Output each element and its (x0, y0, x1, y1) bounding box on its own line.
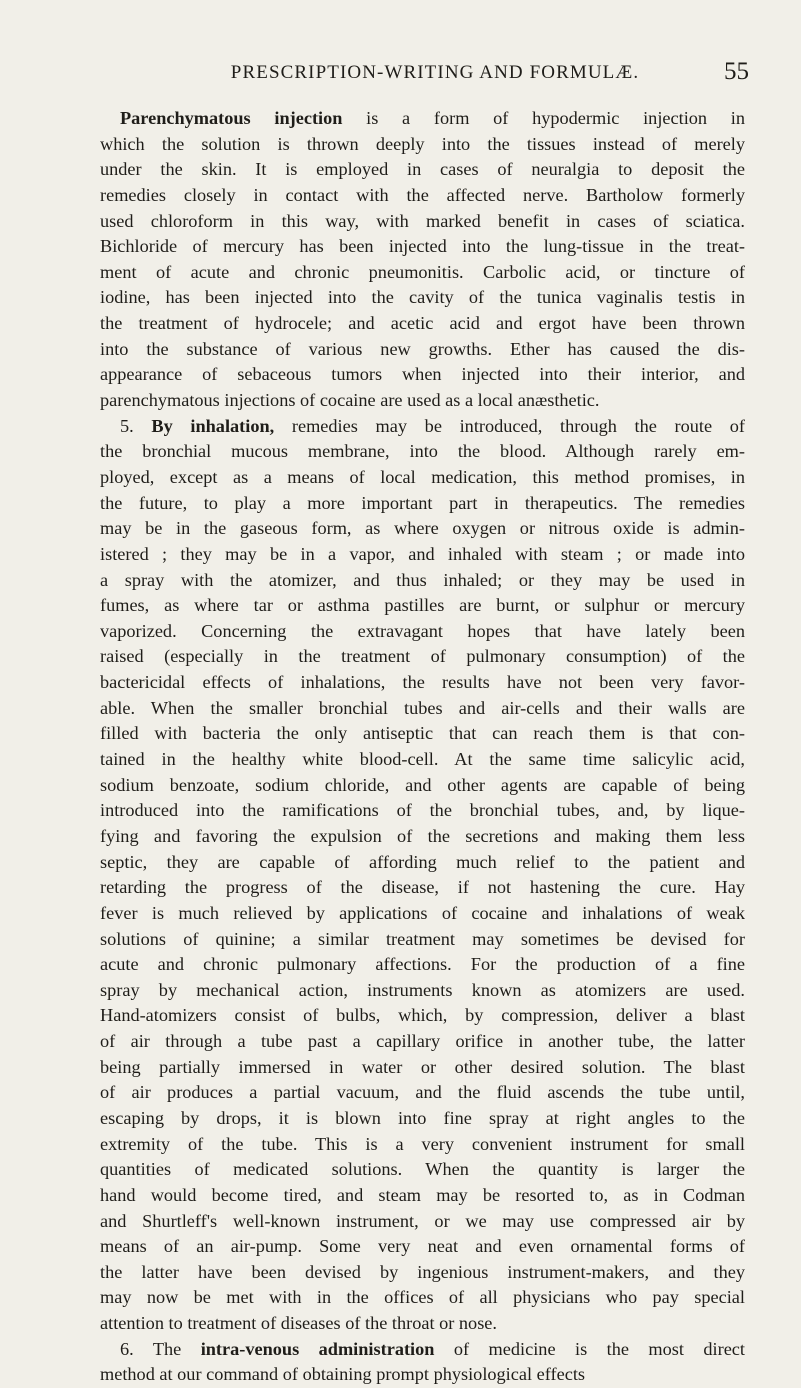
paragraph (100, 414, 745, 1337)
text-line: the future, to play a more important part in therapeutics. The remedies (100, 492, 745, 513)
bold-term: Parenchymatous injection (120, 108, 343, 128)
text-line: hand would become tired, and steam may be resorted to, as in Codman (100, 1184, 745, 1205)
text-line: parenchymatous injections of cocaine are used as a local anæsthetic. (100, 390, 600, 411)
running-header (0, 58, 801, 92)
line-text: remedies may be introduced, through the route of (274, 415, 745, 436)
text-line: ment of acute and chronic pneumonitis. Carbolic acid, or tincture of (100, 261, 745, 282)
text-line: escaping by drops, it is blown into fine spray at right angles to the (100, 1107, 745, 1128)
text-line: extremity of the tube. This is a very convenient instrument for small (100, 1133, 745, 1154)
text-line: Hand-atomizers consist of bulbs, which, by compression, deliver a blast (100, 1005, 745, 1026)
text-line: fever is much relieved by applications of cocaine and inhalations of weak (100, 902, 745, 923)
paragraph-number: 5. (120, 415, 152, 436)
text-line: raised (especially in the treatment of pulmonary consumption) of the (100, 646, 745, 667)
bold-term: By inhalation, (151, 415, 275, 436)
text-line (100, 414, 745, 440)
text-line: of air produces a partial vacuum, and the fluid ascends the tube until, (100, 1082, 745, 1103)
line-text: is a form of hypodermic injection in (342, 108, 746, 128)
text-line: iodine, has been injected into the cavity of the tunica vaginalis testis in (100, 287, 745, 308)
text-line: spray by mechanical action, instruments known as atomizers are used. (100, 979, 745, 1000)
text-line: retarding the progress of the disease, if not hastening the cure. Hay (100, 877, 745, 898)
text-line: ployed, except as a means of local medication, this method promises, in (100, 466, 745, 487)
text-line: Bichloride of mercury has been injected into the lung-tissue in the treat- (100, 236, 745, 257)
paragraph (100, 1337, 745, 1388)
text-line: a spray with the atomizer, and thus inhaled; or they may be used in (100, 569, 745, 590)
bold-term: intra-venous administration (200, 1338, 435, 1359)
text-line: bactericidal effects of inhalations, the results have not been very favor- (100, 672, 745, 693)
text-line: the latter have been devised by ingenious instrument-makers, and they (100, 1261, 745, 1282)
text-line: quantities of medicated solutions. When the quantity is larger the (100, 1159, 745, 1180)
text-line: used chloroform in this way, with marked benefit in cases of sciatica. (100, 210, 745, 231)
running-title: PRESCRIPTION-WRITING AND FORMULÆ. (230, 62, 640, 83)
line-text: of medicine is the most direct (434, 1338, 745, 1359)
text-line: and Shurtleff's well-known instrument, or we may use compressed air by (100, 1210, 745, 1231)
text-line: fying and favoring the expulsion of the secretions and making them less (100, 825, 745, 846)
text-line: sodium benzoate, sodium chloride, and other agents are capable of being (100, 774, 745, 795)
page-number: 55 (724, 58, 749, 85)
text-line: acute and chronic pulmonary affections. For the production of a fine (100, 954, 745, 975)
text-line: solutions of quinine; a similar treatment may sometimes be devised for (100, 928, 745, 949)
text-line: appearance of sebaceous tumors when injected into their interior, and (100, 364, 745, 385)
text-line: vaporized. Concerning the extravagant hopes that have lately been (100, 620, 745, 641)
text-line: may now be met with in the offices of all physicians who pay special (100, 1287, 745, 1308)
text-line: attention to treatment of diseases of the throat or nose. (100, 1313, 497, 1334)
text-line: tained in the healthy white blood-cell. At the same time salicylic acid, (100, 749, 745, 770)
text-line: the treatment of hydrocele; and acetic acid and ergot have been thrown (100, 313, 745, 334)
text-line: able. When the smaller bronchial tubes and air-cells and their walls are (100, 697, 745, 718)
text-line: which the solution is thrown deeply into the tissues instead of merely (100, 133, 745, 154)
text-line: of air through a tube past a capillary orifice in another tube, the latter (100, 1031, 745, 1052)
text-line: means of an air-pump. Some very neat and even ornamental forms of (100, 1236, 745, 1257)
text-line: istered ; they may be in a vapor, and inhaled with steam ; or made into (100, 543, 745, 564)
text-line: may be in the gaseous form, as where oxygen or nitrous oxide is admin- (100, 518, 745, 539)
text-line (100, 1337, 745, 1363)
text-line: septic, they are capable of affording much relief to the patient and (100, 851, 745, 872)
paragraph-number: 6. The (120, 1338, 201, 1359)
text-line: remedies closely in contact with the affected nerve. Bartholow formerly (100, 184, 745, 205)
text-line: into the substance of various new growths. Ether has caused the dis- (100, 338, 745, 359)
text-line: method at our command of obtaining prompt physiological effects (100, 1364, 586, 1385)
text-line: filled with bacteria the only antiseptic that can reach them is that con- (100, 723, 745, 744)
text-line: fumes, as where tar or asthma pastilles are burnt, or sulphur or mercury (100, 595, 745, 616)
text-line: being partially immersed in water or other desired solution. The blast (100, 1056, 745, 1077)
text-line: the bronchial mucous membrane, into the blood. Although rarely em- (100, 441, 745, 462)
body-text (100, 106, 745, 1388)
text-line: under the skin. It is employed in cases of neuralgia to deposit the (100, 159, 745, 180)
text-line (100, 106, 745, 132)
text-line: introduced into the ramifications of the bronchial tubes, and, by lique- (100, 800, 745, 821)
paragraph (100, 106, 745, 414)
